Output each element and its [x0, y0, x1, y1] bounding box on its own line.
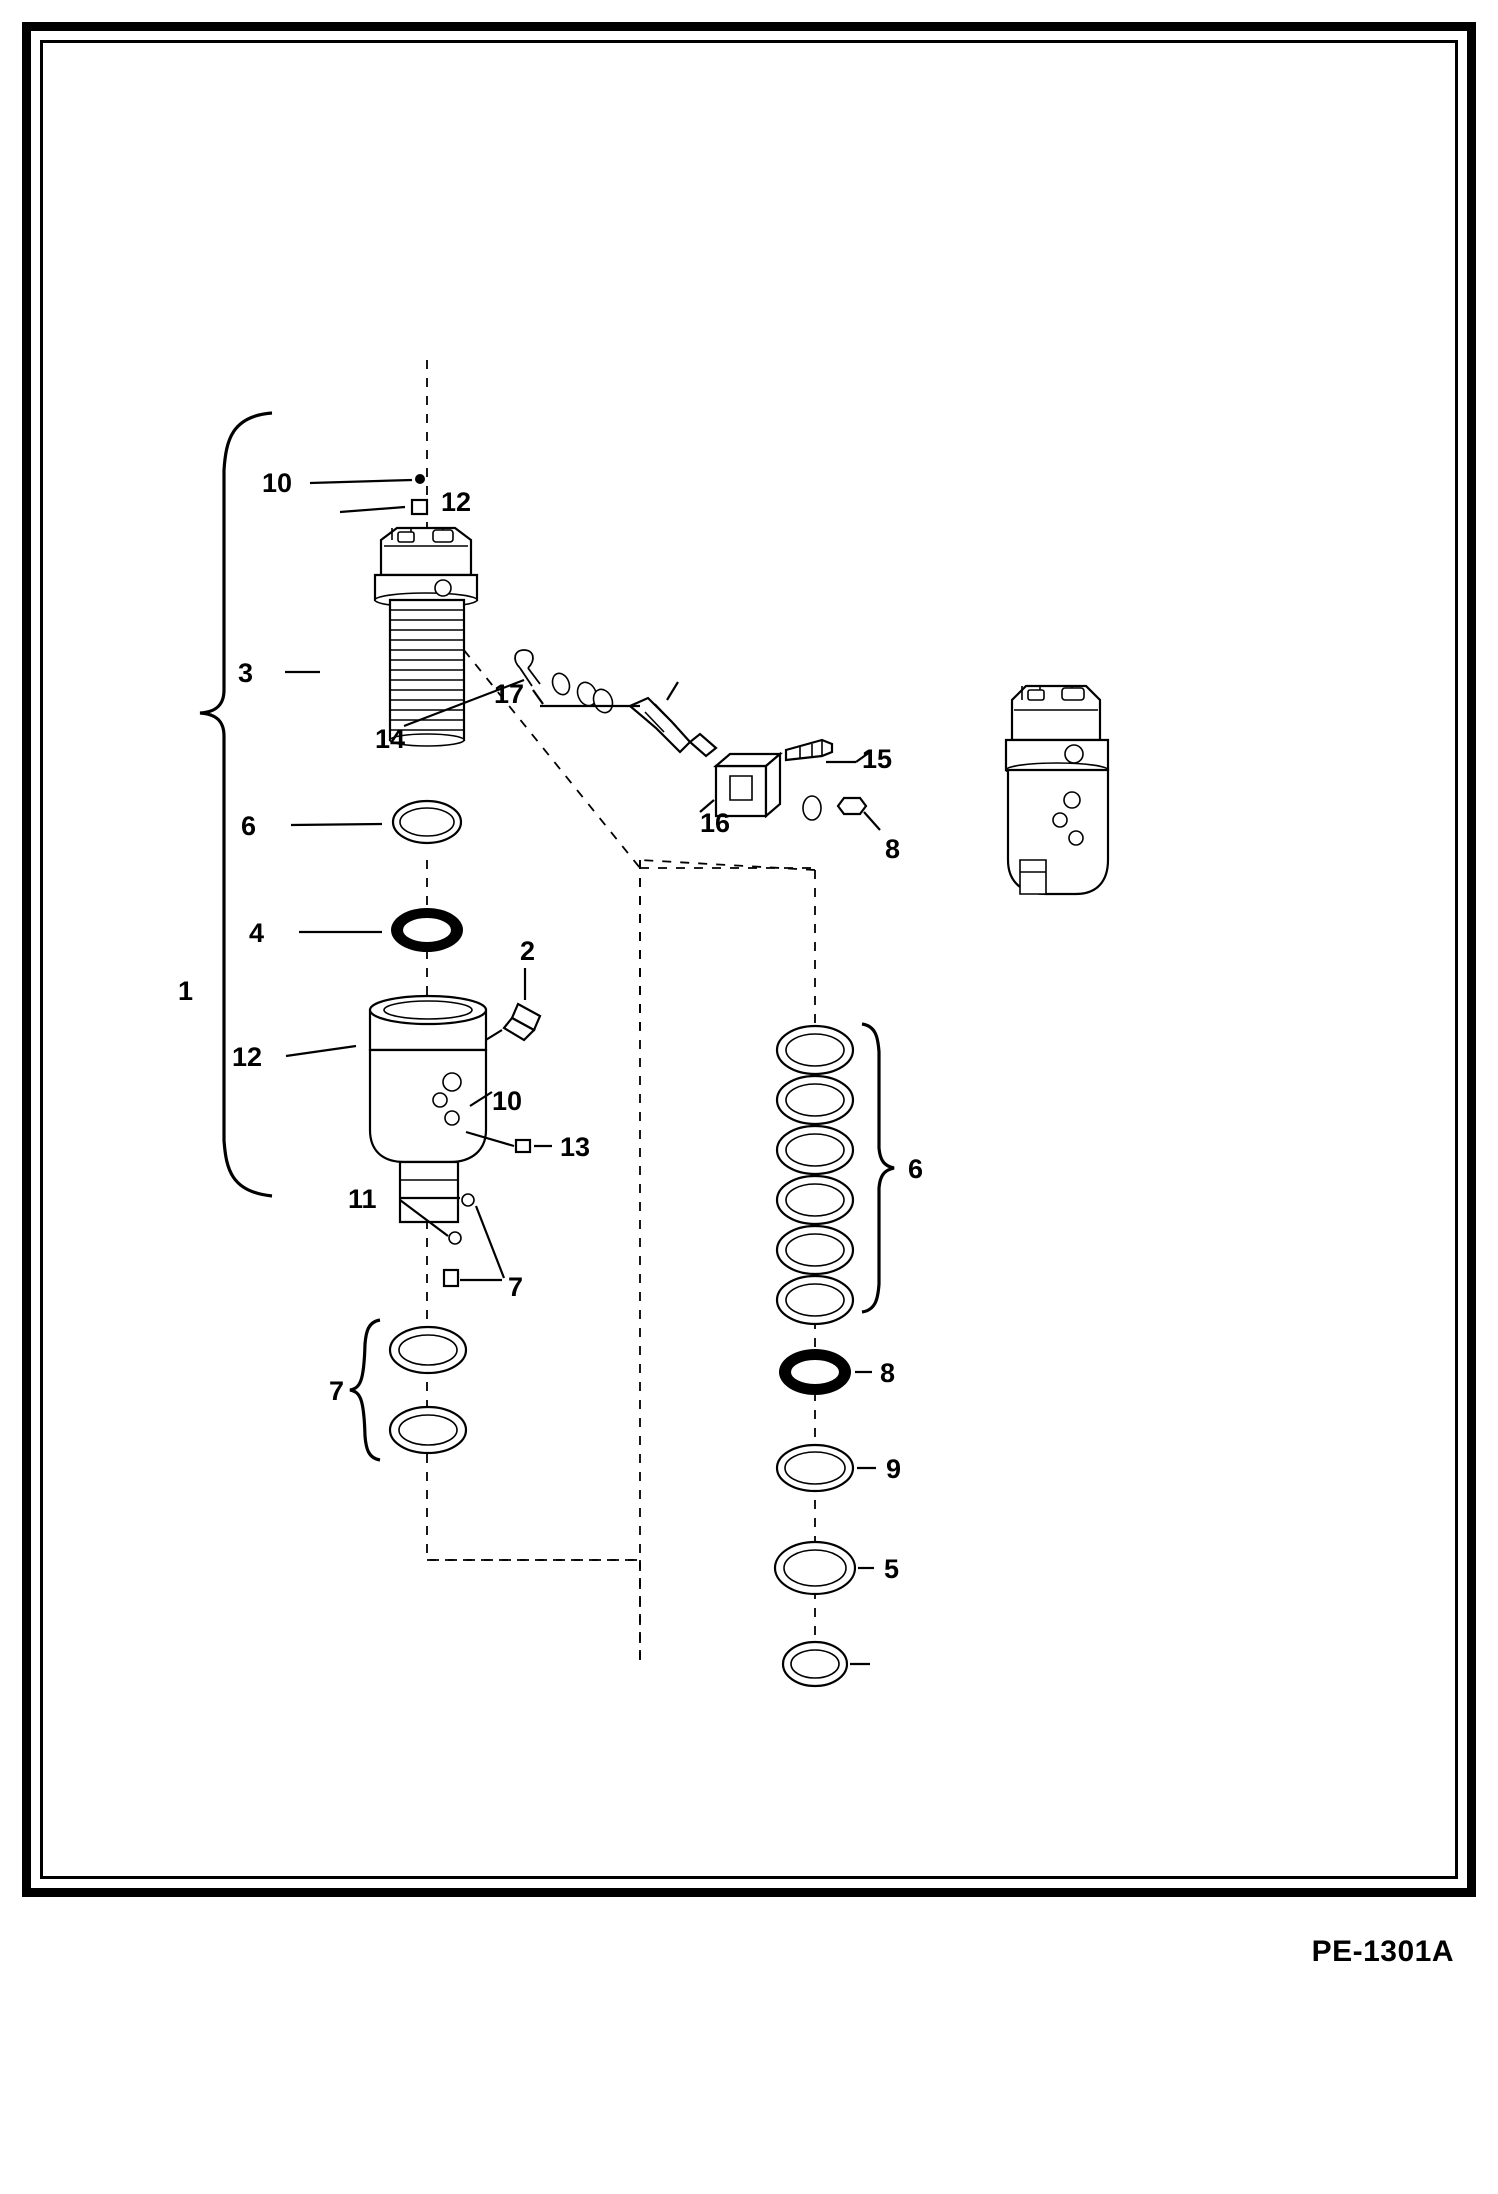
- part-15-valve-block: [700, 754, 780, 838]
- callout-2: 12: [232, 1042, 263, 1072]
- part-17-pin: [786, 740, 892, 774]
- callout-3: 3: [238, 658, 254, 688]
- callout-12-top: 12: [441, 487, 472, 517]
- part-8-lower-ring: [777, 1445, 901, 1491]
- callout-8-lower: 9: [886, 1454, 902, 1484]
- callout-14: 17: [494, 679, 525, 709]
- callout-1: 1: [178, 976, 194, 1006]
- part-6-upper-oring: [249, 908, 463, 952]
- drawing-code: PE-1301A: [1311, 1935, 1454, 1968]
- callout-10-top: 10: [262, 468, 293, 498]
- assembly-brace-1: [200, 413, 272, 1196]
- part-7-upper-seal-group: [777, 1024, 923, 1324]
- part-16-nut: [803, 796, 900, 864]
- callout-4: 2: [520, 936, 536, 966]
- callout-15: 16: [700, 808, 731, 838]
- callout-13: 11: [348, 1184, 377, 1214]
- callout-6-upper: 4: [249, 918, 265, 948]
- callout-6-lower: 8: [880, 1358, 896, 1388]
- part-3-upper-swivel-body: [238, 528, 477, 746]
- callout-10-side: 13: [560, 1132, 591, 1162]
- part-6-lower-oring: [779, 1349, 895, 1395]
- hose-assembly-washers: [549, 671, 615, 716]
- callout-7-lower: 7: [329, 1376, 345, 1406]
- part-5-ring: [783, 1642, 870, 1686]
- callout-8-upper: 6: [241, 811, 257, 841]
- part-8-upper-oring: [241, 801, 461, 843]
- callout-7-upper: 6: [908, 1154, 924, 1184]
- part-10-top-screw: [262, 468, 425, 498]
- assembled-swivel-unit: [1006, 686, 1108, 894]
- callout-18: 14: [375, 724, 406, 754]
- callout-17: 15: [862, 744, 893, 774]
- part-7-lower-seal-group: [329, 1320, 466, 1460]
- callout-12-side: 10: [492, 1086, 523, 1116]
- callout-9: 5: [884, 1554, 900, 1584]
- callout-11: 7: [508, 1272, 524, 1302]
- part-12-top-plug: [340, 487, 471, 517]
- part-9-ring: [775, 1542, 899, 1594]
- part-10-side-screw: [466, 1132, 590, 1162]
- callout-16: 8: [885, 834, 901, 864]
